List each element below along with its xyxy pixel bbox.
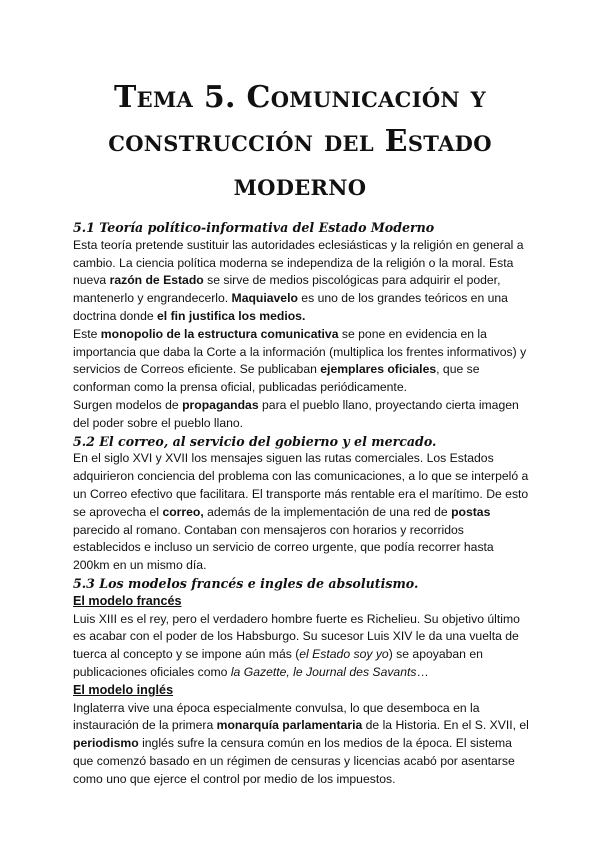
paragraph-line (73, 468, 553, 486)
paragraph-line (73, 628, 553, 646)
bold-text: razón de Estado (109, 273, 204, 288)
bold-text: periodismo (73, 736, 139, 751)
paragraph-line (73, 272, 553, 290)
text-run: Luis XIII es el rey, pero el verdadero hombre fuerte es Richelieu. Su objetivo último (73, 611, 520, 626)
text-run: doctrina donde (73, 308, 158, 323)
paragraph-line (73, 486, 553, 504)
paragraph-line (73, 397, 553, 415)
paragraph-line (73, 308, 553, 326)
paragraph-line (73, 326, 553, 344)
bold-text: correo, (162, 504, 204, 519)
section-heading: 5.3 Los modelos francés e ingles de absolutismo. (73, 575, 419, 591)
text-run: , que se (436, 362, 480, 377)
subsection-heading: El modelo francés (73, 593, 182, 608)
paragraph-line (73, 379, 553, 397)
text-run: parecido al romano. Contaban con mensajeros con horarios y recorridos (73, 522, 464, 537)
text-run: importancia que daba la Corte a la información (multiplica los frentes informativos) y (73, 344, 527, 359)
section-heading: 5.1 Teoría político-informativa del Estado Moderno (73, 220, 435, 235)
text-run: … (416, 664, 429, 679)
title-line: construcción del Estado (108, 124, 492, 159)
subsection-heading: El modelo inglés (73, 682, 174, 697)
text-run: instauración de la primera (73, 718, 217, 733)
text-run: es uno de los grandes teóricos en una (297, 291, 508, 306)
bold-text: propagandas (182, 397, 259, 412)
text-run: que comenzó basado en un régimen de censuras y licencias acabó por asentarse (73, 753, 515, 768)
text-run: mantenerlo y engrandecerlo. (73, 291, 232, 306)
text-run: tuerca al concepto y se impone aún más ( (73, 647, 300, 662)
bold-text: ejemplares oficiales (320, 362, 437, 377)
paragraph-line (73, 344, 553, 362)
text-run: es acabar con el poder de los Habsburgo. Su sucesor Luis XIV le da una vuelta de (73, 629, 519, 644)
paragraph-line (73, 735, 553, 753)
paragraph-line (73, 700, 553, 718)
page-title (60, 76, 540, 208)
text-run: se aprovecha el (73, 504, 163, 519)
paragraph-line (73, 771, 553, 789)
text-run: inglés sufre la censura común en los medios de la época. El sistema (138, 736, 512, 751)
bold-text: monopolio de la estructura comunicativa (100, 326, 339, 341)
paragraph-line (73, 504, 553, 522)
paragraph-line (73, 361, 553, 379)
text-run: un Correo efectivo que facilitara. El transporte más rentable era el marítimo. De esto (73, 486, 529, 501)
paragraph-line (73, 753, 553, 771)
italic-text: el Estado soy yo (299, 647, 389, 662)
paragraph-line (73, 664, 553, 682)
italic-text: la Gazette, le Journal des Savants (230, 664, 417, 679)
text-run: publicaciones oficiales como (73, 664, 231, 679)
paragraph-line (73, 522, 553, 540)
text-run: se sirve de medios piscológicas para adquirir el poder, (203, 273, 501, 288)
paragraph-line (73, 290, 553, 308)
text-run: para el pueblo llano, proyectando cierta imagen (258, 397, 519, 412)
text-run: cambio. La ciencia política moderna se independiza de la religión o la moral. Esta (73, 255, 514, 270)
title-line: moderno (233, 168, 367, 203)
text-run: adquirieron conciencia del problema con las comunicaciones, a lo que se interpeló a (73, 469, 529, 484)
bold-text: monarquía parlamentaria (216, 718, 363, 733)
title-line: Tema 5. Comunicación y (114, 80, 486, 115)
bold-text: Maquiavelo (231, 291, 298, 306)
paragraph-line (73, 611, 553, 629)
paragraph-line (73, 717, 553, 735)
paragraph-line (73, 646, 553, 664)
text-run: Inglaterra vive una época especialmente convulsa, lo que desemboca en la (73, 700, 480, 715)
text-run: 200km en un mismo día. (73, 558, 207, 573)
paragraph-line (73, 450, 553, 468)
text-run: conforman como la prensa oficial, publicadas periódicamente. (73, 380, 407, 395)
text-run: En el siglo XVI y XVII los mensajes siguen las rutas comerciales. Los Estados (73, 451, 494, 466)
text-run: Esta teoría pretende sustituir las autoridades eclesiásticas y la religión en general a (73, 237, 524, 252)
section-heading: 5.2 El correo, al servicio del gobierno y el mercado. (73, 433, 437, 449)
text-run: además de la implementación de una red de (203, 504, 452, 519)
text-run: del poder sobre el pueblo llano. (73, 415, 244, 430)
text-run: nueva (73, 273, 110, 288)
text-run: de la Historia. En el S. XVII, el (362, 718, 529, 733)
document-body (73, 219, 553, 789)
paragraph-line (73, 557, 553, 575)
text-run: se pone en evidencia en la (338, 326, 487, 341)
text-run: como uno que ejerce el control por medio de los impuestos. (73, 771, 396, 786)
text-run: Este (73, 326, 101, 341)
text-run: establecidos e incluso un servicio de correo urgente, que podía recorrer hasta (73, 540, 494, 555)
text-run: Surgen modelos de (73, 397, 183, 412)
paragraph-line (73, 237, 553, 255)
bold-text: el fin justifica los medios. (157, 308, 306, 323)
paragraph-line (73, 255, 553, 273)
paragraph-line (73, 415, 553, 433)
paragraph-line (73, 539, 553, 557)
text-run: servicios de Correos eficiente. Se publicaban (73, 362, 321, 377)
bold-text: postas (451, 504, 491, 519)
text-run: ) se apoyaban en (388, 647, 483, 662)
